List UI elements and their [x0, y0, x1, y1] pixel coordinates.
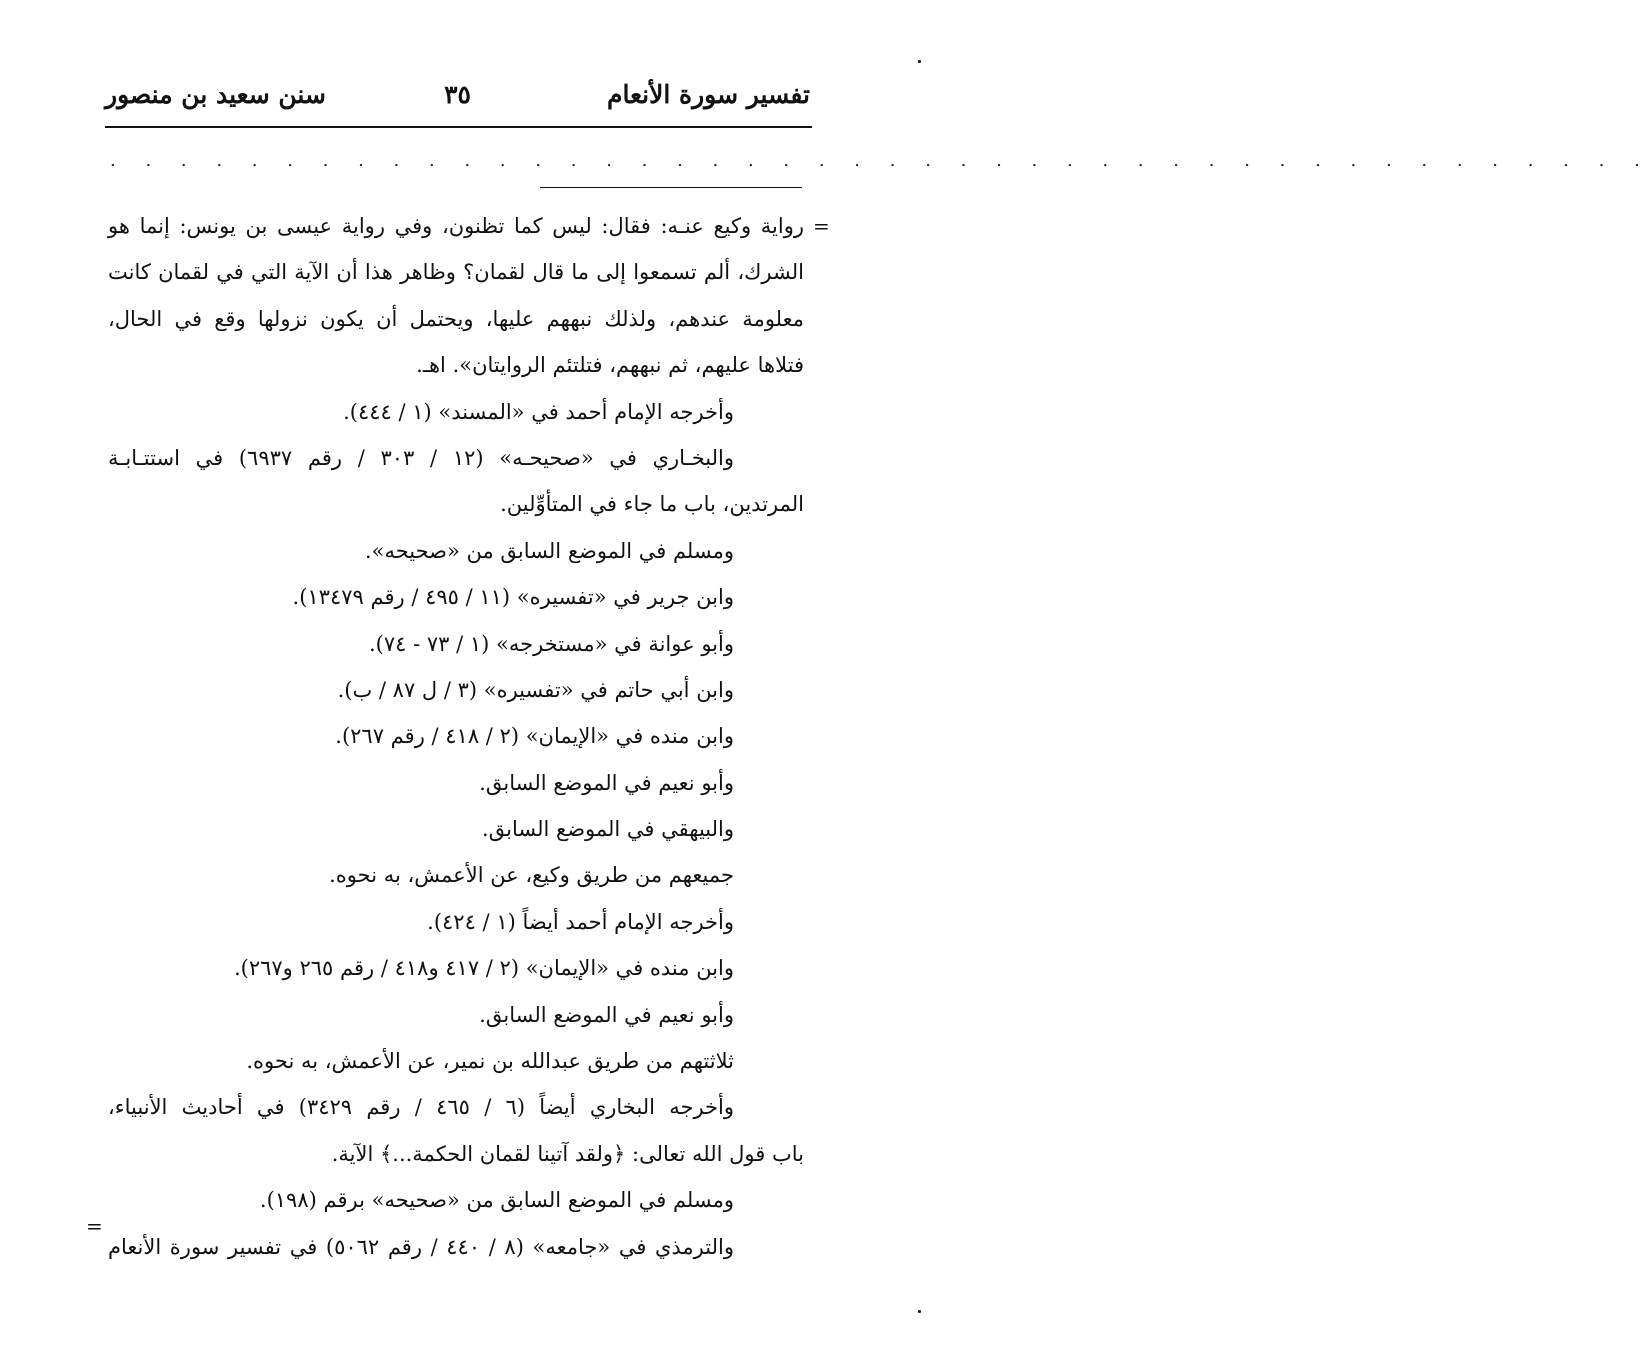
text-line: معلومة عندهم، ولذلك نبههم عليها، ويحتمل أن يكون نزولها وقع في الحال، — [108, 306, 804, 331]
text-line: وابن منده في «الإيمان» (٢ / ٤١٧ و٤١٨ / رقم ٢٦٥ و٢٦٧). — [233, 956, 734, 981]
text-line: وأبو نعيم في الموضع السابق. — [479, 770, 734, 795]
text-line: الشرك، ألم تسمعوا إلى ما قال لقمان؟ وظاهر هذا أن الآية التي في لقمان كانت — [108, 260, 804, 285]
ellipsis-dots: . . . . . . . . . . . . . . . . . . . . . . . . . . . . . . . . . . . . . . . . . . . . — [110, 150, 1652, 171]
text-line: باب قول الله تعالى: ﴿ولقد آتينا لقمان الحكمة...﴾ الآية. — [331, 1141, 804, 1166]
text-line: وابن جرير في «تفسيره» (١١ / ٤٩٥ / رقم ١٣٤٧٩). — [292, 585, 734, 610]
chapter-title: تفسير سورة الأنعام — [606, 80, 810, 109]
scan-speck — [918, 1310, 921, 1313]
text-line: والبيهقي في الموضع السابق. — [481, 817, 734, 842]
text-line: وابن منده في «الإيمان» (٢ / ٤١٨ / رقم ٢٦٧). — [335, 724, 734, 749]
footnote-body — [108, 203, 804, 1270]
continuation-marker-top: = — [813, 214, 830, 238]
text-line: جميعهم من طريق وكيع، عن الأعمش، به نحوه. — [329, 863, 734, 888]
text-line: ومسلم في الموضع السابق من «صحيحه». — [364, 538, 734, 563]
text-line: المرتدين، باب ما جاء في المتأوِّلين. — [500, 492, 804, 517]
text-line: ومسلم في الموضع السابق من «صحيحه» برقم (١٩٨). — [259, 1188, 734, 1213]
text-line: وأخرجه البخاري أيضاً (٦ / ٤٦٥ / رقم ٣٤٢٩) في أحاديث الأنبياء، — [108, 1095, 734, 1120]
text-line: وابن أبي حاتم في «تفسيره» (٣ / ل ٨٧ / ب). — [337, 677, 734, 702]
text-line: والترمذي في «جامعه» (٨ / ٤٤٠ / رقم ٥٠٦٢) في تفسير سورة الأنعام — [108, 1234, 734, 1259]
header-rule — [105, 126, 812, 128]
running-header — [105, 80, 810, 120]
book-title: سنن سعيد بن منصور — [105, 80, 326, 109]
text-line: فتلاها عليهم، ثم نبههم، فتلتئم الروايتان». اهـ. — [416, 353, 804, 378]
text-line: وأخرجه الإمام أحمد أيضاً (١ / ٤٢٤). — [427, 909, 734, 934]
scan-speck — [918, 60, 921, 63]
text-line: رواية وكيع عنـه: فقال: ليس كما تظنون، وفي رواية عيسى بن يونس: إنما هو — [108, 214, 804, 238]
continuation-marker-bottom: = — [86, 1214, 103, 1238]
text-line: وأبو نعيم في الموضع السابق. — [479, 1002, 734, 1027]
page-number: ٣٥ — [444, 80, 471, 109]
text-line: وأخرجه الإمام أحمد في «المسند» (١ / ٤٤٤). — [343, 399, 734, 424]
text-line: والبخـاري في «صحيحـه» (١٢ / ٣٠٣ / رقم ٦٩٣٧) في استتـابـة — [108, 445, 734, 470]
footnote-rule — [540, 187, 802, 188]
text-line: وأبو عوانة في «مستخرجه» (١ / ٧٣ - ٧٤). — [369, 631, 734, 656]
text-line: ثلاثتهم من طريق عبدالله بن نمير، عن الأعمش، به نحوه. — [246, 1049, 734, 1074]
